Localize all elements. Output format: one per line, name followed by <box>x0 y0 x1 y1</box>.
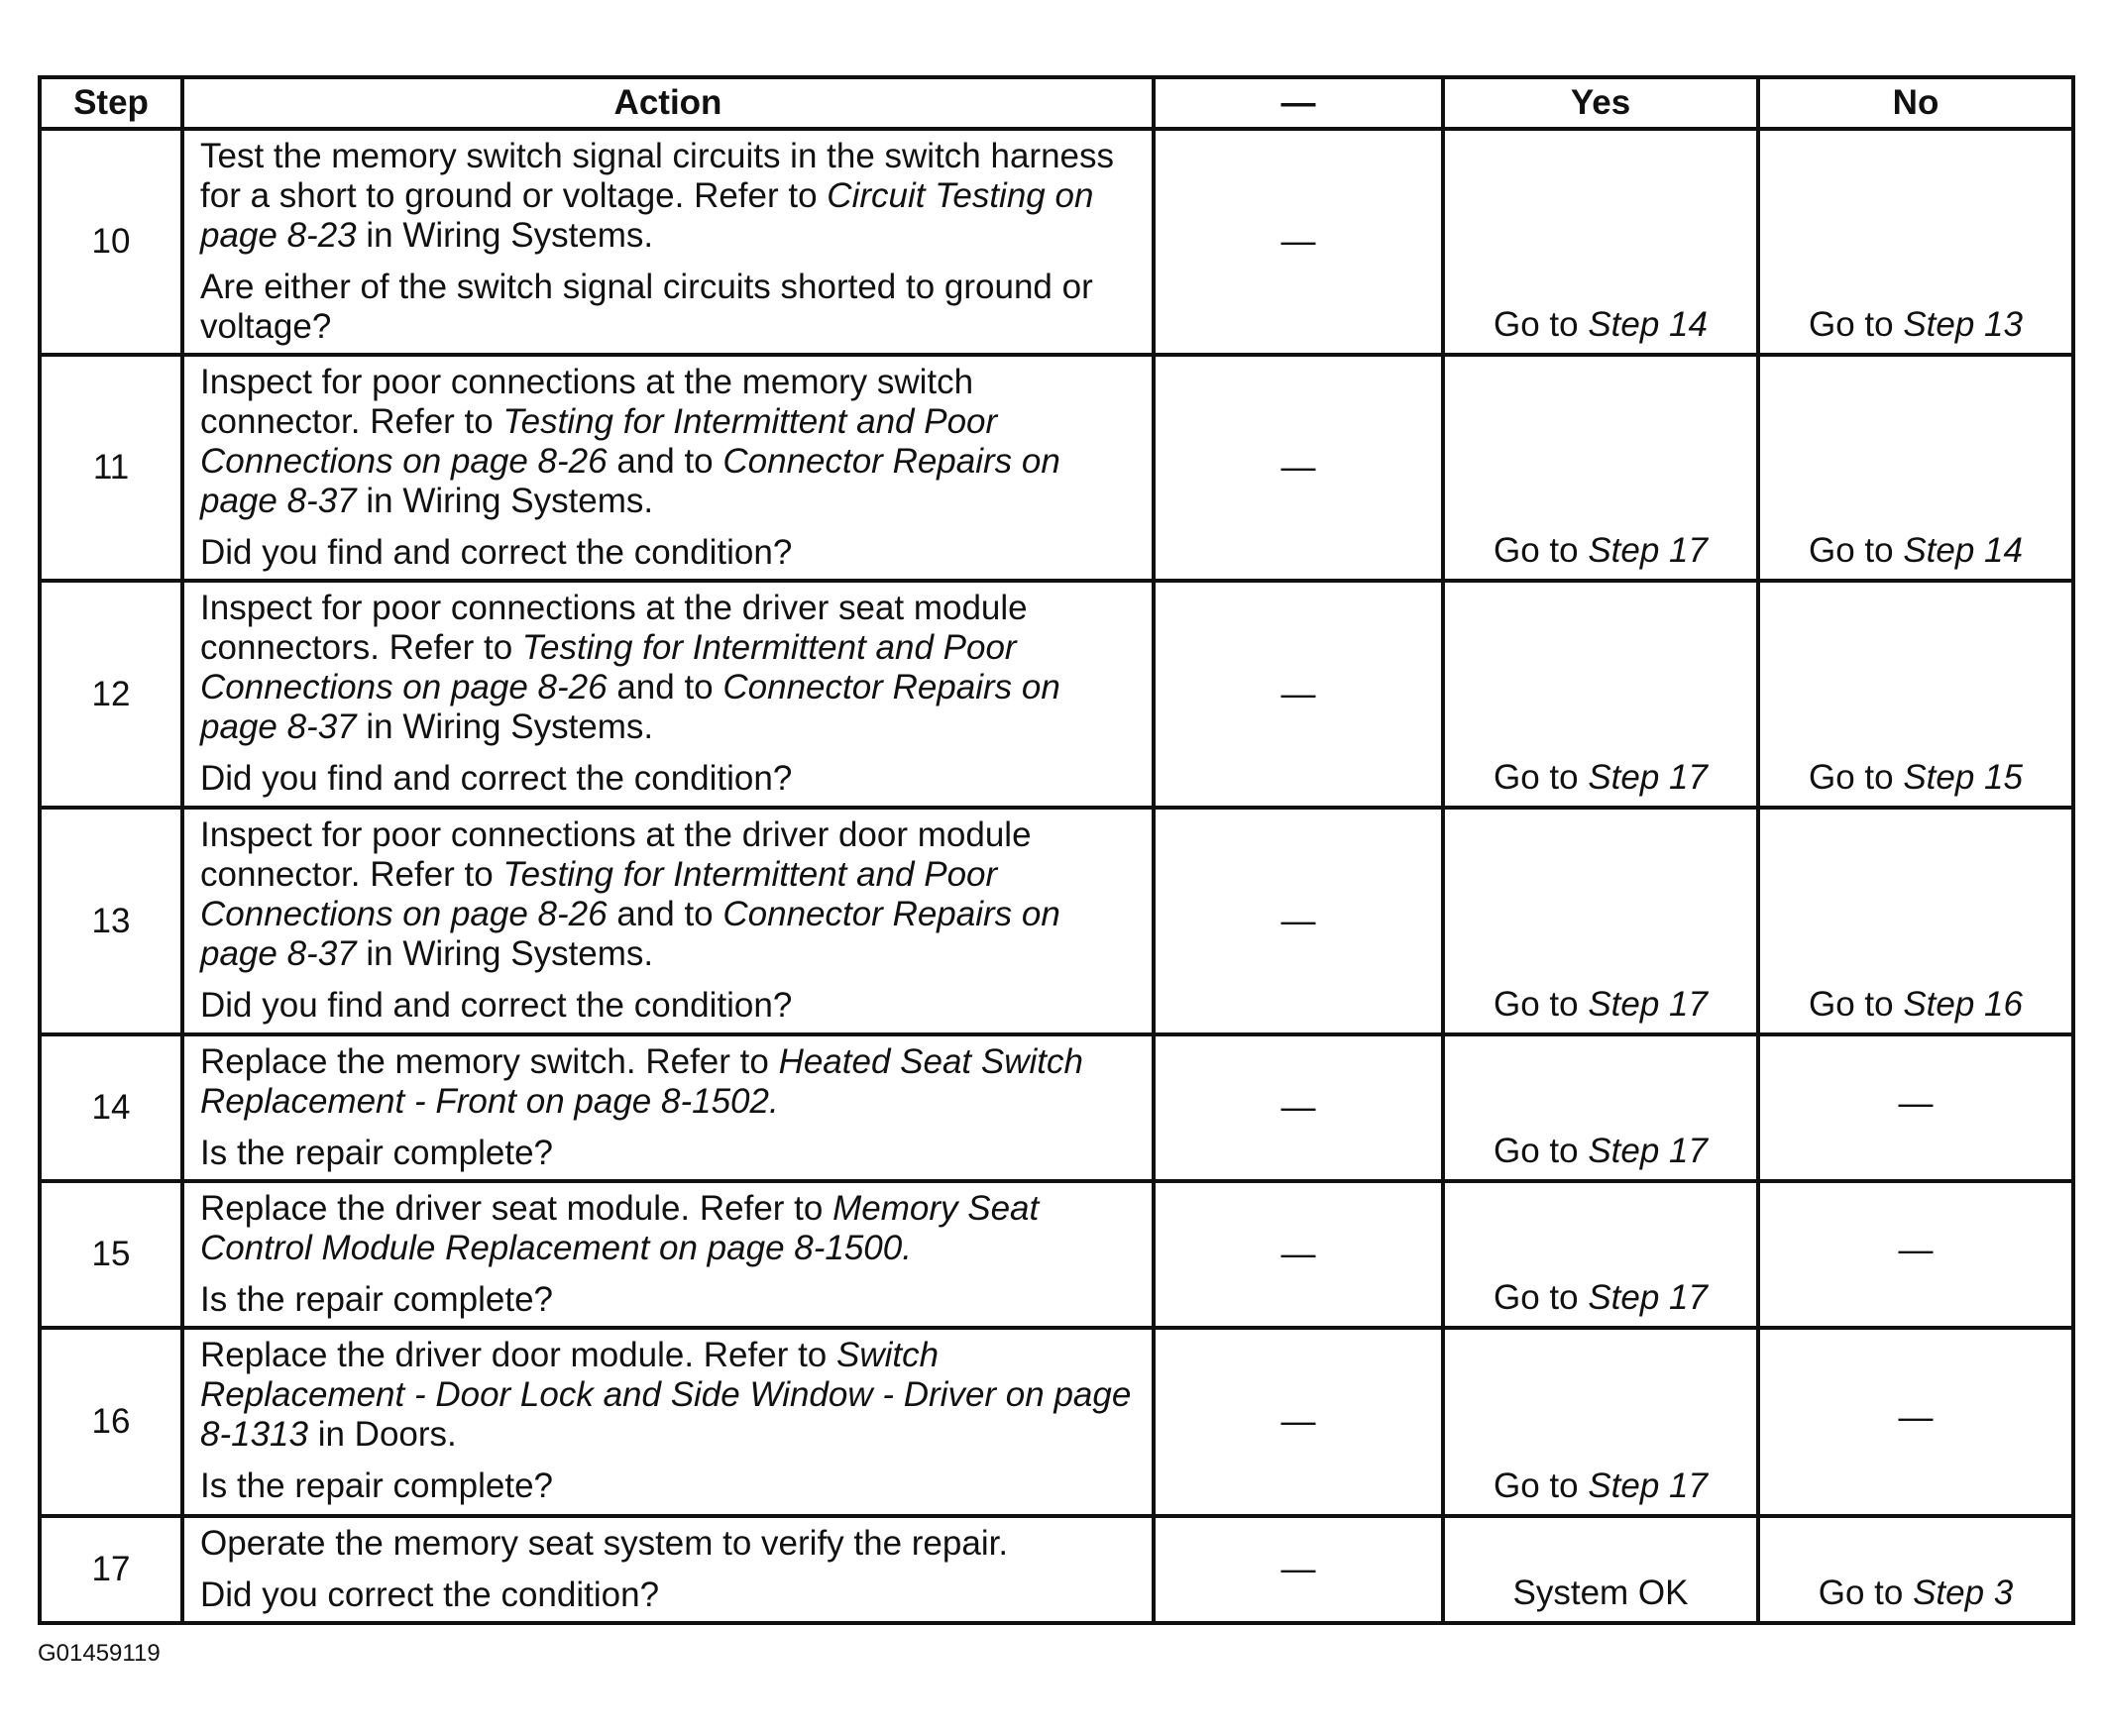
action-cell <box>182 1328 1154 1516</box>
yes-step-reference: Step 17 <box>1588 1466 1708 1505</box>
table-row <box>40 1034 2073 1181</box>
value-dash: — <box>1280 222 1316 261</box>
no-cell <box>1758 129 2073 355</box>
header-yes: Yes <box>1443 77 1758 129</box>
yes-text: Go to <box>1494 1278 1589 1317</box>
no-step-reference: Step 3 <box>1913 1573 2014 1612</box>
question-text: Did you find and correct the condition? <box>200 986 793 1025</box>
action-text <box>200 1524 1140 1564</box>
action-text-segment: Inspect for poor connections at the memory switch connector. Refer to <box>200 363 974 441</box>
reference-link-text: Testing for Intermittent and Poor Connections on page 8-26 <box>200 402 998 481</box>
value-dash: — <box>1280 1235 1316 1273</box>
question-text: Did you find and correct the condition? <box>200 533 793 572</box>
value-dash: — <box>1280 674 1316 713</box>
yes-text: Go to <box>1494 985 1589 1024</box>
no-text: Go to <box>1809 985 1904 1024</box>
yes-cell <box>1443 1034 1758 1181</box>
step-number: 15 <box>40 1181 182 1328</box>
action-cell <box>182 355 1154 581</box>
table-row <box>40 129 2073 355</box>
table-row <box>40 1328 2073 1516</box>
question-text: Did you find and correct the condition? <box>200 759 793 798</box>
header-no: No <box>1758 77 2073 129</box>
yes-step-reference: Step 17 <box>1588 1278 1708 1317</box>
action-text-segment: in Wiring Systems. <box>356 482 654 520</box>
no-cell <box>1758 581 2073 808</box>
action-text <box>200 1336 1140 1455</box>
value-dash: — <box>1280 448 1316 487</box>
value-cell <box>1154 1328 1443 1516</box>
action-text-segment: Inspect for poor connections at the driver seat module connectors. Refer to <box>200 589 1028 667</box>
reference-link-text: Circuit Testing on page 8-23 <box>200 176 1094 255</box>
action-cell <box>182 1034 1154 1181</box>
table-body <box>40 129 2073 1623</box>
reference-link-text: Connector Repairs on page 8-37 <box>200 895 1060 973</box>
reference-link-text: Testing for Intermittent and Poor Connections on page 8-26 <box>200 855 998 933</box>
value-cell <box>1154 1516 1443 1623</box>
yes-text: Go to <box>1494 305 1589 344</box>
value-cell <box>1154 581 1443 808</box>
value-cell <box>1154 129 1443 355</box>
step-number: 14 <box>40 1034 182 1181</box>
action-cell <box>182 129 1154 355</box>
no-dash: — <box>1898 1084 1934 1123</box>
yes-cell <box>1443 1328 1758 1516</box>
yes-step-reference: Step 17 <box>1588 531 1708 570</box>
value-dash: — <box>1280 901 1316 940</box>
yes-text: Go to <box>1494 531 1589 570</box>
question-text: Is the repair complete? <box>200 1134 554 1172</box>
no-cell <box>1758 1034 2073 1181</box>
action-text <box>200 1042 1140 1122</box>
reference-link-text: Testing for Intermittent and Poor Connections on page 8-26 <box>200 628 1017 706</box>
no-text: Go to <box>1809 531 1904 570</box>
no-cell <box>1758 355 2073 581</box>
question-text: Did you correct the condition? <box>200 1575 660 1614</box>
value-cell <box>1154 355 1443 581</box>
table-row <box>40 1516 2073 1623</box>
reference-link-text: Memory Seat Control Module Replacement on page 8-1500. <box>200 1189 1040 1267</box>
no-step-reference: Step 14 <box>1903 531 2023 570</box>
header-value: — <box>1154 77 1443 129</box>
step-number: 17 <box>40 1516 182 1623</box>
action-text-segment: Inspect for poor connections at the driver door module connector. Refer to <box>200 815 1032 894</box>
value-cell <box>1154 1034 1443 1181</box>
action-cell <box>182 1181 1154 1328</box>
action-text-segment: Replace the driver door module. Refer to <box>200 1336 836 1374</box>
reference-link-text: Heated Seat Switch Replacement - Front on page 8-1502. <box>200 1042 1083 1121</box>
action-text-segment: in Wiring Systems. <box>356 216 654 255</box>
action-text-segment: in Doors. <box>307 1415 457 1454</box>
action-text <box>200 1189 1140 1268</box>
table-row <box>40 581 2073 808</box>
action-text <box>200 363 1140 521</box>
step-number: 11 <box>40 355 182 581</box>
table-row <box>40 1181 2073 1328</box>
yes-step-reference: Step 14 <box>1588 305 1708 344</box>
action-text <box>200 815 1140 974</box>
yes-step-reference: Step 17 <box>1588 1132 1708 1170</box>
header-step: Step <box>40 77 182 129</box>
value-dash: — <box>1280 1088 1316 1127</box>
step-number: 16 <box>40 1328 182 1516</box>
yes-text: System OK <box>1512 1573 1689 1612</box>
value-cell <box>1154 808 1443 1034</box>
action-text-segment: Operate the memory seat system to verify the repair. <box>200 1524 1009 1563</box>
header-action: Action <box>182 77 1154 129</box>
yes-cell <box>1443 129 1758 355</box>
value-dash: — <box>1280 1402 1316 1441</box>
step-number: 10 <box>40 129 182 355</box>
action-text <box>200 137 1140 256</box>
step-number: 12 <box>40 581 182 808</box>
reference-link-text: Connector Repairs on page 8-37 <box>200 442 1060 520</box>
yes-cell <box>1443 581 1758 808</box>
reference-link-text: Switch Replacement - Door Lock and Side Window - Driver on page 8-1313 <box>200 1336 1132 1454</box>
action-text-segment: Replace the driver seat module. Refer to <box>200 1189 833 1228</box>
no-step-reference: Step 16 <box>1903 985 2023 1024</box>
reference-link-text: Connector Repairs on page 8-37 <box>200 668 1060 746</box>
no-step-reference: Step 13 <box>1903 305 2023 344</box>
action-cell <box>182 808 1154 1034</box>
yes-text: Go to <box>1494 1466 1589 1505</box>
no-cell <box>1758 1328 2073 1516</box>
header-row <box>40 77 2073 129</box>
value-cell <box>1154 1181 1443 1328</box>
action-text <box>200 589 1140 747</box>
value-dash: — <box>1280 1550 1316 1588</box>
no-step-reference: Step 15 <box>1903 758 2023 797</box>
yes-cell <box>1443 808 1758 1034</box>
no-cell <box>1758 1181 2073 1328</box>
action-text-segment: in Wiring Systems. <box>356 707 654 746</box>
yes-cell <box>1443 355 1758 581</box>
question-text: Are either of the switch signal circuits shorted to ground or voltage? <box>200 268 1093 346</box>
action-text-segment: Replace the memory switch. Refer to <box>200 1042 779 1081</box>
figure-id: G01459119 <box>38 1640 161 1667</box>
no-dash: — <box>1898 1231 1934 1269</box>
no-text: Go to <box>1809 305 1904 344</box>
no-text: Go to <box>1818 1573 1914 1612</box>
yes-step-reference: Step 17 <box>1588 985 1708 1024</box>
action-text-segment: and to <box>607 442 723 481</box>
no-text: Go to <box>1809 758 1904 797</box>
question-text: Is the repair complete? <box>200 1280 554 1319</box>
yes-cell <box>1443 1181 1758 1328</box>
action-text-segment: Test the memory switch signal circuits in the switch harness for a short to ground or voltage. Refer to <box>200 137 1114 215</box>
action-cell <box>182 581 1154 808</box>
no-cell <box>1758 808 2073 1034</box>
yes-text: Go to <box>1494 758 1589 797</box>
table-row <box>40 808 2073 1034</box>
action-text-segment: and to <box>607 668 723 706</box>
question-text: Is the repair complete? <box>200 1466 554 1505</box>
yes-text: Go to <box>1494 1132 1589 1170</box>
diagnostic-table <box>38 75 2075 1625</box>
action-text-segment: in Wiring Systems. <box>356 934 654 973</box>
table-row <box>40 355 2073 581</box>
no-dash: — <box>1898 1398 1934 1437</box>
action-text-segment: and to <box>607 895 723 933</box>
yes-cell <box>1443 1516 1758 1623</box>
no-cell <box>1758 1516 2073 1623</box>
step-number: 13 <box>40 808 182 1034</box>
yes-step-reference: Step 17 <box>1588 758 1708 797</box>
action-cell <box>182 1516 1154 1623</box>
